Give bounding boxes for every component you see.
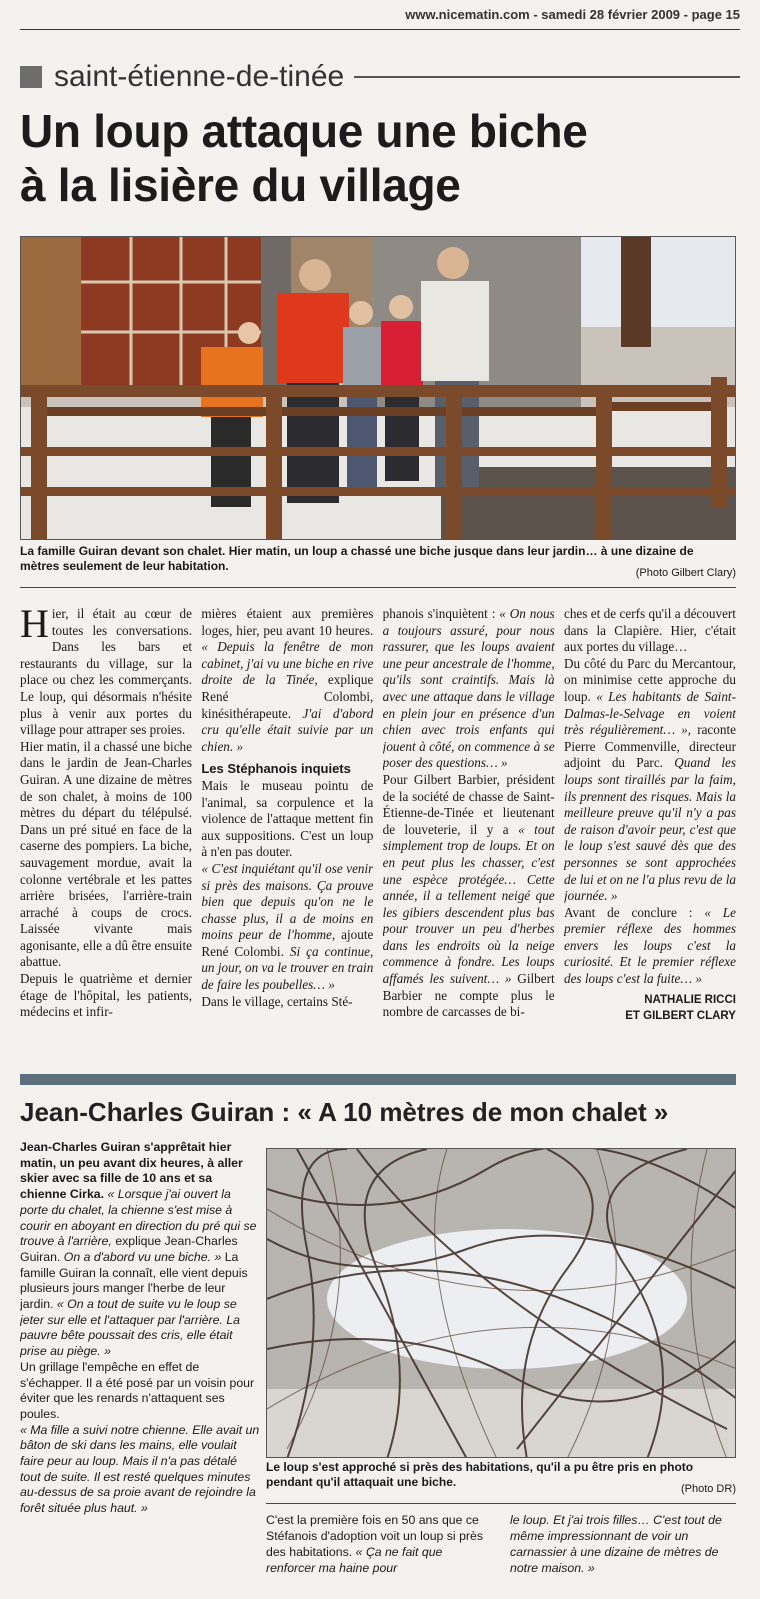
page-header-text: www.nicematin.com - samedi 28 février 2009 - page 15 — [405, 7, 740, 22]
article-paragraph: ches et de cerfs qu'il a découvert dans la Clapière. Hier, c'était aux portes du village… — [563, 606, 736, 655]
box-text: explique Jean-Charles Guiran. — [20, 1234, 238, 1264]
box-bottom-columns — [266, 1512, 736, 1592]
family-chalet-illustration — [21, 237, 736, 540]
article-paragraph: Hier matin, il a chassé une biche dans le jardin de Jean-Charles Guiran. A une dizaine de mètres de son chalet, à moins de 100 mètres du départ du télépulsé. Dans un pré situé en face de la caserne des pompiers. La biche, sauvagement mordue, avait la colonne vertébrale et les pattes arrière brisées, l'arrière-train arraché à coups de crocs. Laissée vivante mais agonisante, elle a dû être ensuite abattue. — [20, 738, 192, 970]
box-text: C'est la première fois en 50 ans que ce Stéfanois d'adoption voit un loup si près des habitations. — [266, 1513, 484, 1559]
quote-text: « Le premier réflexe des hommes envers les loups c'est la curiosité. Et le premier réflexe des loups c'est la fuite… » — [563, 904, 736, 987]
byline — [564, 992, 736, 1024]
article-columns — [20, 606, 736, 1024]
quote-text: « On a tout de suite vu le loup se jeter sur elle et l'attaquer par l'arrière. La pauvre bête poussait des cris, elle était prise au piège. » — [20, 1297, 240, 1359]
quote-text: Si ça continue, un jour, on va le trouver en train de faire les poubelles… » — [201, 943, 374, 993]
quote-text: « Ça ne fait que renforcer ma haine pour — [266, 1545, 443, 1575]
box-paragraph: Un grillage l'empêche en effet de s'échapper. Il a été posé par un voisin pour éviter que les renards n'attaquent ses poules. — [20, 1359, 255, 1421]
wolf-photo-credit: (Photo DR) — [680, 1483, 736, 1495]
quote-text: On a d'abord vu une biche. » — [63, 1249, 222, 1264]
article-paragraph: Dans le village, certains Sté- — [201, 993, 353, 1009]
quote-text: « Depuis la fenêtre de mon cabinet, j'ai vu une biche en rive droite de la Tinée, — [201, 639, 374, 688]
article-text: Du côté du Parc du Mercantour, on minimise cette approche du loup. — [563, 655, 736, 704]
headline-line-2: à la lisière du village — [20, 159, 461, 211]
article-column-2 — [201, 606, 373, 1024]
box-left-column — [20, 1140, 260, 1590]
box-bottom-column-1 — [266, 1512, 492, 1592]
quote-text: « Lorsque j'ai ouvert la porte du chalet, la chienne s'est mise à courir en aboyant en direction du pré qui se trouve à l'arrière, — [20, 1187, 257, 1249]
kicker-text: saint-étienne-de-tinée — [54, 60, 345, 93]
article-text: Avant de conclure : — [563, 904, 693, 920]
quote-text: « Les habitants de Saint-Dalmas-le-Selvage en voient très régulièrement… », — [563, 688, 736, 738]
box-bottom-column-2 — [510, 1512, 736, 1592]
article-text: explique René Colombi, kinésithérapeute. — [201, 672, 374, 721]
article-subheading: Les Stéphanois inquiets — [201, 761, 351, 777]
wolf-branches-illustration — [267, 1149, 736, 1458]
quote-text: « tout simplement trop de loups. Et on en peut plus les chasser, c'est une espèce protégée… Cette année, il a tellement neigé que les gibiers descendent plus bas pour trouver un peu d'herbes dans les endroits où la neige commence à fondre. Les loups affamés les suivent… » — [382, 821, 555, 987]
article-text: mières étaient aux premières loges, hier, peu avant 10 heures. — [201, 606, 374, 638]
quote-text: le loup. Et j'ai trois filles… C'est tout de même impressionnant de voir un carnassier à une dizaine de mètres de notre maison. » — [510, 1513, 722, 1575]
article-text: raconte Pierre Commenville, directeur adjoint du Parc. — [563, 722, 736, 771]
photo-caption — [20, 544, 736, 588]
box-headline: Jean-Charles Guiran : « A 10 mètres de mon chalet » — [20, 1097, 669, 1127]
article-text: phanois s'inquiètent : — [382, 606, 496, 621]
wolf-photo-caption — [266, 1460, 736, 1504]
kicker-square-icon — [20, 66, 42, 88]
byline-line-2: ET GILBERT CLARY — [625, 1009, 736, 1022]
family-chalet-photo — [20, 236, 736, 540]
quote-text: Quand les loups sont tiraillés par la faim, ils prennent des risques. Mais la meilleure preuve qu'il n'y a pas de raison d'avoir peur, c'est que le loup s'est sauvé dès que des personnes se sont approchées de lui et on ne l'a plus revu de la journée. » — [563, 755, 736, 904]
section-kicker — [20, 58, 740, 96]
byline-line-1: NATHALIE RICCI — [644, 993, 736, 1006]
kicker-rule — [354, 76, 740, 78]
article-text: Gilbert Barbier ne compte plus le nombre de carcasses de bi- — [382, 971, 555, 1020]
quote-text: « C'est inquiétant qu'il ose venir si près des maisons. Ça prouve bien que depuis qu'on ne le chasse plus, il a de moins en moins peur de l'homme, — [201, 860, 374, 943]
article-text: Pour Gilbert Barbier, président de la société de chasse de Saint-Étienne-de-Tinée et lieutenant de louveterie, il y a — [382, 771, 555, 837]
article-column-1 — [20, 606, 192, 1024]
quote-text: « On nous a toujours assuré, pour nous rassurer, que les loups avaient une peur ancestrale de l'homme, qu'ils sont craintifs. Mais là avec une attaque dans le village en plein jour en présence d'un chien avec trois enfants qui jouent à côté, on commence à se poser des questions… » — [382, 606, 555, 771]
article-paragraph: Depuis le quatrième et dernier étage de l'hôpital, les patients, médecins et infir- — [20, 971, 192, 1020]
wolf-photo-caption-text: Le loup s'est approché si près des habitations, qu'il a pu être pris en photo pendant qu'il attaquait une biche. — [266, 1460, 694, 1489]
box-text: La famille Guiran la connaît, elle vient depuis plusieurs jours manger l'herbe de leur jardin. — [20, 1249, 248, 1312]
article-column-3 — [383, 606, 555, 1024]
quote-text: « Ma fille a suivi notre chienne. Elle avait un bâton de ski dans les mains, elle voulait faire peur au loup. Mais il n'a pas détalé tout de suite. Il est resté quelques minutes au-dessus de sa proie avant de rejoindre la forêt située plus haut. » — [20, 1422, 260, 1516]
article-column-4 — [564, 606, 736, 1024]
section-divider-band — [20, 1074, 736, 1085]
article-paragraph: Mais le museau pointu de l'animal, sa corpulence et la violence de l'attaque mettent fin aux suppositions. C'est un loup à n'en pas douter. — [201, 777, 374, 860]
page-header-line — [20, 0, 740, 30]
photo-credit: (Photo Gilbert Clary) — [635, 567, 736, 579]
article-paragraph: ier, il était au cœur de toutes les conversations. Dans les bars et restaurants du village, sur la place ou chez les commerçants. Le loup, qui désormais n'hésite plus à venir aux portes du village pour attraper ses proies. — [20, 606, 192, 738]
main-headline — [20, 104, 740, 212]
quote-text: J'ai d'abord cru qu'elle était suivie par un chien. » — [201, 705, 374, 754]
headline-line-1: Un loup attaque une biche — [20, 105, 588, 157]
article-text: ajoute René Colombi. — [201, 927, 374, 959]
photo-caption-text: La famille Guiran devant son chalet. Hier matin, un loup a chassé une biche jusque dans leur jardin… à une dizaine de mètres seulement de leur habitation. — [20, 544, 694, 573]
drop-cap: H — [20, 606, 49, 646]
wolf-photo — [266, 1148, 736, 1458]
box-lead: Jean-Charles Guiran s'apprêtait hier matin, un peu avant dix heures, à aller skier avec sa fille de 10 ans et sa chienne Cirka. — [20, 1140, 243, 1202]
